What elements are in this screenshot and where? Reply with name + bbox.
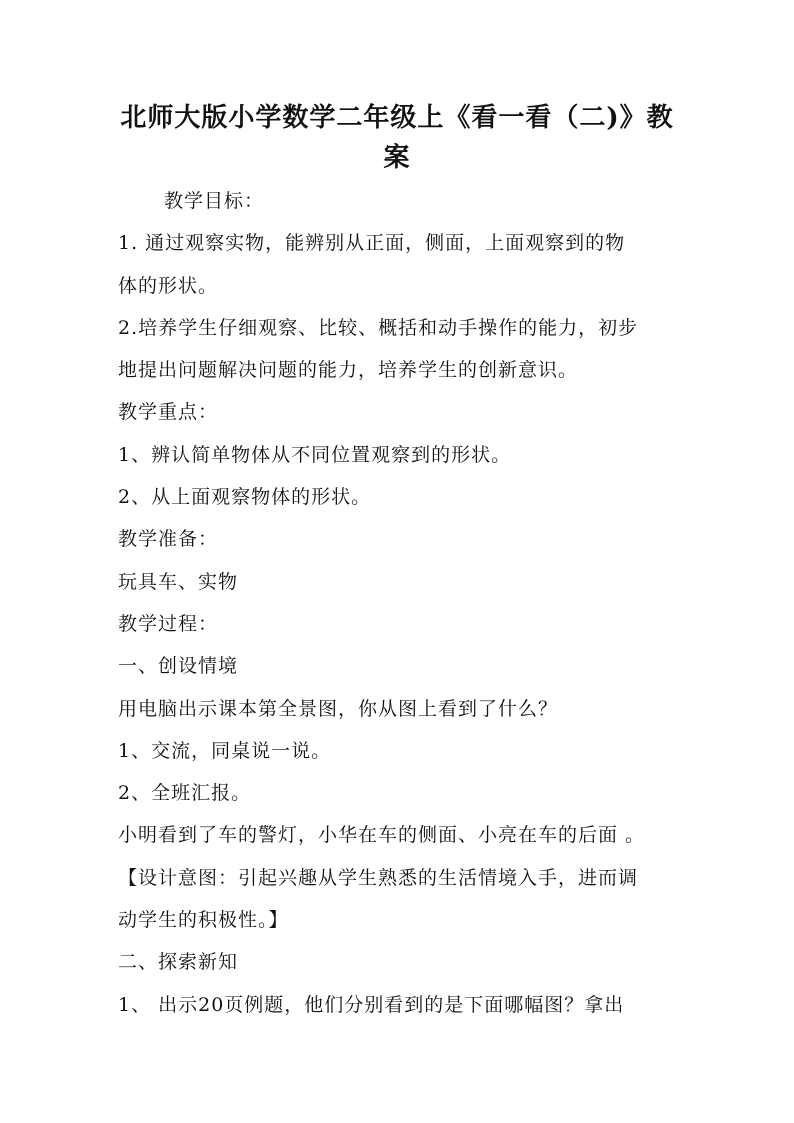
document-title	[110, 98, 684, 178]
paragraph: 1、 出示20页例题，他们分别看到的是下面哪幅图？拿出	[118, 993, 625, 1016]
heading-teaching-goals: 教学目标：	[164, 190, 265, 212]
paragraph: 1. 通过观察实物，能辨别从正面，侧面，上面观察到的物	[118, 232, 626, 255]
heading-process: 教学过程：	[118, 612, 219, 635]
heading-preparation: 教学准备：	[118, 528, 219, 551]
paragraph: 用电脑出示课本第全景图，你从图上看到了什么？	[118, 697, 559, 720]
section-heading: 二、探索新知	[118, 951, 239, 974]
title-line-1: 北师大版小学数学二年级上《看一看（二)》教	[120, 103, 674, 133]
paragraph: 小明看到了车的警灯，小华在车的侧面、小亮在车的后面 。	[118, 824, 646, 847]
paragraph: 2.培养学生仔细观察、比较、概括和动手操作的能力，初步	[118, 316, 639, 339]
design-intent-note: 动学生的积极性。】	[118, 909, 289, 932]
paragraph: 2、全班汇报。	[118, 782, 252, 805]
title-line-2: 案	[383, 143, 411, 173]
design-intent-note: 【设计意图：引起兴趣从学生熟悉的生活情境入手，进而调	[118, 866, 639, 889]
section-heading: 一、创设情境	[118, 655, 239, 678]
paragraph: 玩具车、实物	[118, 570, 239, 593]
paragraph: 体的形状。	[118, 274, 219, 297]
paragraph: 1、辨认简单物体从不同位置观察到的形状。	[118, 443, 512, 466]
paragraph: 地提出问题解决问题的能力，培养学生的创新意识。	[118, 359, 579, 382]
paragraph: 1、交流，同桌说一说。	[118, 739, 332, 762]
document-body	[118, 180, 678, 1026]
paragraph: 2、从上面观察物体的形状。	[118, 486, 372, 509]
heading-key-points: 教学重点：	[118, 401, 219, 424]
